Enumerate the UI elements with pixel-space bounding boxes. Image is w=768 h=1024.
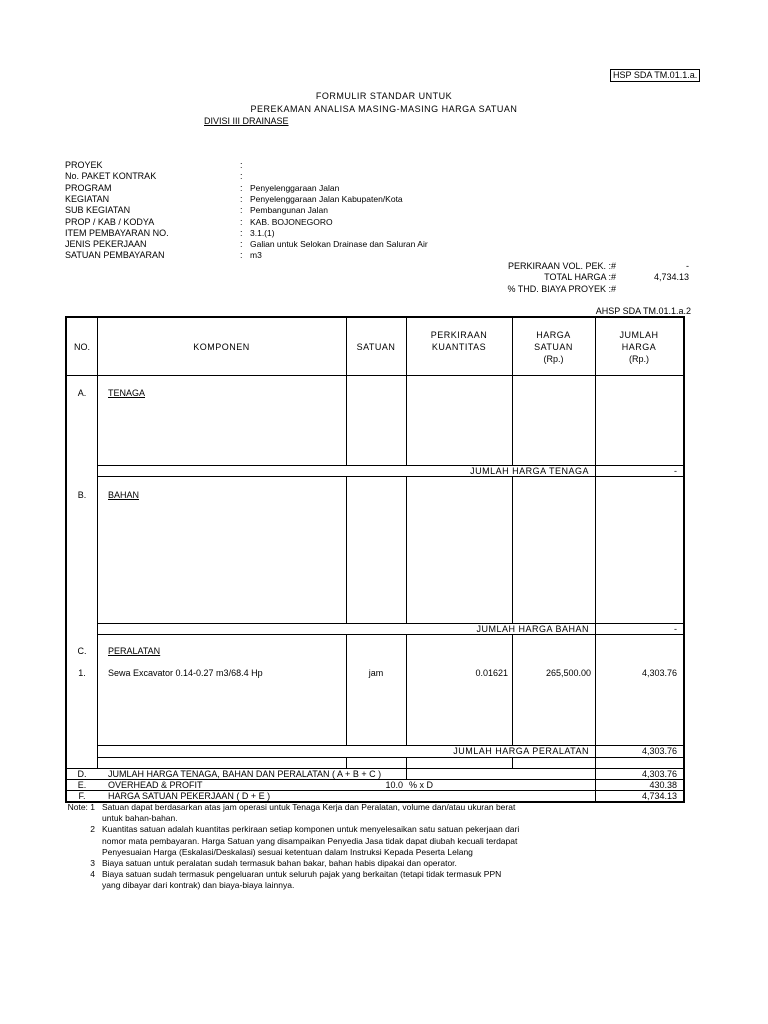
row-e-value: 430.38	[649, 780, 677, 790]
row-f-label: HARGA SATUAN PEKERJAAN ( D + E )	[108, 791, 271, 801]
header-komponen: KOMPONEN	[193, 342, 250, 352]
header-jumlah-3: (Rp.)	[629, 354, 649, 364]
row-e-pct: 10.0	[385, 780, 403, 790]
notes	[66, 802, 522, 892]
summary-total-label: TOTAL HARGA :#	[544, 272, 616, 282]
header-harga-3: (Rp.)	[543, 354, 564, 364]
section-c-no: C.	[77, 646, 87, 656]
section-a-total: -	[674, 466, 677, 476]
note-item	[66, 858, 522, 869]
header-kuantitas-2: KUANTITAS	[431, 342, 487, 352]
col-kuantitas-divider-c	[406, 634, 407, 745]
section-a-total-label: JUMLAH HARGA TENAGA	[470, 466, 589, 476]
row-d-no: D.	[77, 769, 87, 779]
col-jumlah-divider	[595, 318, 596, 803]
header-jumlah-2: HARGA	[621, 342, 657, 352]
row-f-no: F.	[78, 791, 86, 801]
section-b-total-label: JUMLAH HARGA BAHAN	[476, 624, 589, 634]
row-d-label: JUMLAH HARGA TENAGA, BAHAN DAN PERALATAN ( A + B + C )	[108, 769, 382, 779]
item-1-unit: jam	[368, 668, 384, 678]
row-e-label: OVERHEAD & PROFIT	[108, 780, 203, 790]
price-analysis-table	[65, 316, 685, 803]
section-b-no: B.	[77, 490, 87, 500]
info-label: SUB KEGIATAN	[65, 205, 131, 216]
info-value: 3.1.(1)	[250, 227, 275, 238]
info-value: Penyelenggaraan Jalan	[250, 182, 340, 193]
header-jumlah-1: JUMLAH	[619, 330, 659, 340]
row-f-value: 4,734.13	[641, 791, 677, 801]
col-satuan-divider-b	[346, 476, 347, 623]
info-separator: :	[240, 250, 243, 261]
header-harga-2: SATUAN	[534, 342, 573, 352]
info-label: JENIS PEKERJAAN	[65, 239, 147, 250]
item-1-name: Sewa Excavator 0.14-0.27 m3/68.4 Hp	[108, 668, 263, 678]
header-harga-1: HARGA	[536, 330, 571, 340]
info-separator: :	[240, 227, 243, 238]
row-e-formula: % x D	[409, 780, 434, 790]
item-1-total: 4,303.76	[641, 668, 677, 678]
item-1-qty: 0.01621	[475, 668, 508, 678]
info-separator: :	[240, 182, 243, 193]
col-harga-divider-b	[512, 476, 513, 623]
info-separator: :	[240, 193, 243, 204]
item-1-price: 265,500.00	[545, 668, 591, 678]
col-kuantitas-divider-d	[406, 757, 407, 779]
note-text: Satuan dapat berdasarkan atas jam operasi untuk Tenaga Kerja dan Peralatan, volume dan/atau ukuran berat untuk bahan-bahan.	[102, 802, 516, 824]
document-code: HSP SDA TM.01.1.a.	[610, 69, 700, 82]
info-value: m3	[250, 250, 262, 261]
note-text: Biaya satuan untuk peralatan sudah termasuk bahan bakar, bahan habis dipakai dan operator.	[102, 858, 457, 869]
note-item	[66, 869, 522, 891]
info-value: Galian untuk Selokan Drainase dan Saluran Air	[250, 239, 428, 250]
division-label: DIVISI III DRAINASE	[204, 116, 289, 126]
info-separator: :	[240, 205, 243, 216]
note-text: Kuantitas satuan adalah kuantitas perkiraan setiap komponen untuk menyelesaikan satu satuan pekerjaan dari nomor mata pembayaran. Harga Satuan yang disampaikan Penyedia Jasa tidak dapat diubah kecuali terdapat Penyesuaian Harga (Eskalasi/Deskalasi) sesuai ketentuan dalam Instruksi Kepada Peserta Lelang	[102, 824, 520, 857]
note-item	[66, 824, 522, 858]
info-separator: :	[240, 216, 243, 227]
section-a-no: A.	[77, 388, 87, 398]
header-divider	[67, 375, 683, 376]
summary-total-value: 4,734.13	[653, 272, 689, 282]
info-label: PROGRAM	[65, 182, 112, 193]
note-number: 4	[90, 869, 95, 880]
col-satuan-divider-a	[346, 318, 347, 465]
note-number: 2	[90, 824, 95, 835]
form-subtitle: PEREKAMAN ANALISA MASING-MASING HARGA SATUAN	[250, 104, 518, 114]
col-satuan-divider-d	[346, 757, 347, 768]
summary-vol-value: -	[686, 261, 689, 271]
section-a-name: TENAGA	[108, 388, 146, 398]
info-separator: :	[240, 171, 243, 182]
row-e-no: E.	[77, 780, 87, 790]
info-label: ITEM PEMBAYARAN NO.	[65, 227, 169, 238]
note-text: Biaya satuan sudah termasuk pengeluaran untuk seluruh pajak yang berkaitan (tetapi tidak termasuk PPN yang dibayar dari kontrak) dan biaya-biaya lainnya.	[102, 869, 502, 891]
form-title: FORMULIR STANDAR UNTUK	[315, 91, 453, 101]
item-1-no: 1.	[78, 668, 86, 678]
section-b-name: BAHAN	[108, 490, 140, 500]
col-no-divider	[97, 318, 98, 768]
col-kuantitas-divider-b	[406, 476, 407, 623]
summary-vol-label: PERKIRAAN VOL. PEK. :#	[507, 261, 616, 271]
row-d-value: 4,303.76	[641, 769, 677, 779]
info-label: No. PAKET KONTRAK	[65, 171, 157, 182]
info-label: PROP / KAB / KODYA	[65, 216, 155, 227]
col-harga-divider-d	[512, 757, 513, 768]
note-number: 3	[90, 858, 95, 869]
info-label: KEGIATAN	[65, 193, 110, 204]
section-c-total-label: JUMLAH HARGA PERALATAN	[453, 746, 589, 756]
section-c-name: PERALATAN	[108, 646, 161, 656]
table-code: AHSP SDA TM.01.1.a.2	[595, 306, 691, 316]
header-satuan: SATUAN	[356, 342, 396, 352]
section-b-total: -	[674, 624, 677, 634]
note-number: Note: 1	[67, 802, 95, 812]
summary-pct-label: % THD. BIAYA PROYEK :#	[507, 284, 616, 294]
header-no: NO.	[73, 342, 90, 352]
info-separator: :	[240, 239, 243, 250]
info-value: KAB. BOJONEGORO	[250, 216, 333, 227]
col-satuan-divider-c	[346, 634, 347, 745]
col-harga-divider-c	[512, 634, 513, 745]
info-value: Pembangunan Jalan	[250, 205, 328, 216]
header-kuantitas-1: PERKIRAAN	[430, 330, 488, 340]
info-value: Penyelenggaraan Jalan Kabupaten/Kota	[250, 193, 403, 204]
note-item	[66, 802, 522, 824]
info-label: SATUAN PEMBAYARAN	[65, 250, 165, 261]
info-separator: :	[240, 160, 243, 170]
section-c-total: 4,303.76	[641, 746, 677, 756]
info-label: PROYEK	[65, 160, 103, 170]
